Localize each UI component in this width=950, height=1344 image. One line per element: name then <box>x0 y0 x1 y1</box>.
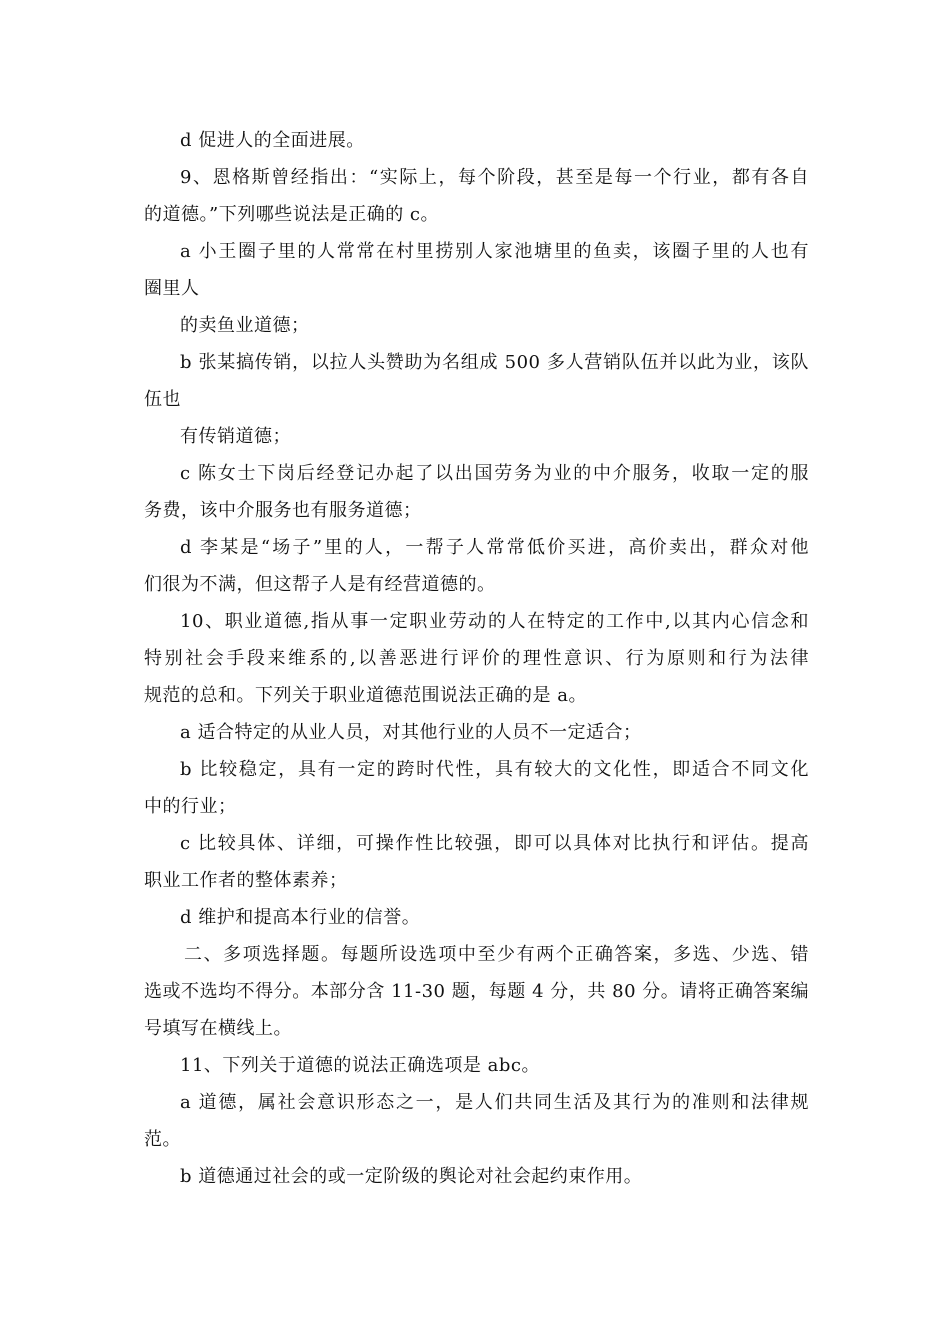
option-a-q11-line-2: 范。 <box>144 1129 181 1150</box>
option-d-q10: d 维护和提高本行业的信誉。 <box>180 907 421 928</box>
option-d-q9-line-2: 们很为不满，但这帮子人是有经营道德的。 <box>144 574 496 595</box>
option-d-q9-line-1: d 李某是“场子”里的人，一帮子人常常低价买进，高价卖出，群众对他 <box>180 537 809 558</box>
question-10-line-2: 特别社会手段来维系的,以善恶进行评价的理性意识、行为原则和行为法律 <box>144 648 809 669</box>
option-a-q10: a 适合特定的从业人员，对其他行业的人员不一定适合； <box>180 722 642 743</box>
option-b-q9-line-1: b 张某搞传销，以拉人头赞助为名组成 500 多人营销队伍并以此为业，该队 <box>180 352 809 373</box>
question-9-line-1: 9、恩格斯曾经指出：“实际上，每个阶段，甚至是每一个行业，都有各自 <box>180 167 809 188</box>
option-a-q9-line-1: a 小王圈子里的人常常在村里捞别人家池塘里的鱼卖，该圈子里的人也有 <box>180 241 809 262</box>
option-c-q9-line-1: c 陈女士下岗后经登记办起了以出国劳务为业的中介服务，收取一定的服 <box>180 463 809 484</box>
option-a-q9-line-2: 圈里人 <box>144 278 200 299</box>
question-10-line-1: 10、职业道德,指从事一定职业劳动的人在特定的工作中,以其内心信念和 <box>180 611 809 632</box>
section-2-heading-line-1: 二、多项选择题。每题所设选项中至少有两个正确答案，多选、少选、错 <box>184 944 809 965</box>
option-a-q9-line-3: 的卖鱼业道德； <box>180 315 310 336</box>
option-b-q11: b 道德通过社会的或一定阶级的舆论对社会起约束作用。 <box>180 1166 643 1187</box>
section-2-heading-line-2: 选或不选均不得分。本部分含 11-30 题，每题 4 分，共 80 分。请将正确答案编 <box>144 981 809 1002</box>
option-b-q9-line-3: 有传销道德； <box>180 426 291 447</box>
option-b-q9-line-2: 伍也 <box>144 389 181 410</box>
option-b-q10-line-2: 中的行业； <box>144 796 237 817</box>
question-9-line-2: 的道德。”下列哪些说法是正确的 c。 <box>144 204 440 225</box>
option-a-q11-line-1: a 道德，属社会意识形态之一，是人们共同生活及其行为的准则和法律规 <box>180 1092 809 1113</box>
option-b-q10-line-1: b 比较稳定，具有一定的跨时代性，具有较大的文化性，即适合不同文化 <box>180 759 809 780</box>
document-body <box>144 122 809 1195</box>
question-10-line-3: 规范的总和。下列关于职业道德范围说法正确的是 a。 <box>144 685 587 706</box>
option-d-q8: d 促进人的全面进展。 <box>180 130 365 151</box>
option-c-q9-line-2: 务费，该中介服务也有服务道德； <box>144 500 422 521</box>
section-2-heading-line-3: 号填写在横线上。 <box>144 1018 292 1039</box>
option-c-q10-line-1: c 比较具体、详细，可操作性比较强，即可以具体对比执行和评估。提高 <box>180 833 809 854</box>
option-c-q10-line-2: 职业工作者的整体素养； <box>144 870 348 891</box>
question-11: 11、下列关于道德的说法正确选项是 abc。 <box>180 1055 540 1076</box>
